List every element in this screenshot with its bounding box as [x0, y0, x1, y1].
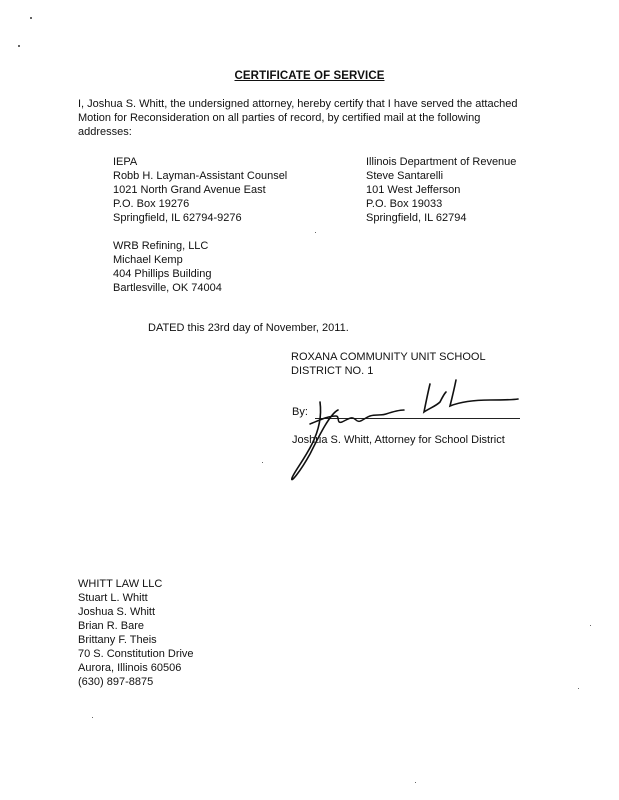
scan-speck — [30, 17, 32, 19]
firm-line: Brian R. Bare — [78, 620, 145, 632]
address-line: 404 Phillips Building — [113, 268, 212, 280]
address-line: Steve Santarelli — [366, 170, 444, 182]
dated-line: DATED this 23rd day of November, 2011. — [148, 322, 349, 334]
scan-speck — [18, 45, 20, 47]
org-line: ROXANA COMMUNITY UNIT SCHOOL — [291, 351, 486, 363]
address-line: 101 West Jefferson — [366, 184, 461, 196]
scan-speck — [315, 232, 316, 233]
handwritten-signature — [280, 372, 520, 487]
firm-line: Brittany F. Theis — [78, 634, 157, 646]
intro-paragraph: I, Joshua S. Whitt, the undersigned attorney, hereby certify that I have served the attached Motion for Reconsideration on all parties of record, by certified mail at the following addresses: — [78, 98, 518, 138]
by-label: By: — [292, 406, 308, 418]
scan-speck — [578, 688, 579, 689]
scan-speck — [92, 717, 93, 718]
address-line: Bartlesville, OK 74004 — [113, 282, 222, 294]
firm-line: Aurora, Illinois 60506 — [78, 662, 182, 674]
address-line: IEPA — [113, 156, 138, 168]
address-line: Illinois Department of Revenue — [366, 156, 517, 168]
address-line: WRB Refining, LLC — [113, 240, 209, 252]
firm-line: Stuart L. Whitt — [78, 592, 148, 604]
law-firm-block — [78, 577, 194, 689]
address-block-revenue — [366, 155, 516, 225]
firm-line: 70 S. Constitution Drive — [78, 648, 194, 660]
firm-line: (630) 897-8875 — [78, 676, 154, 688]
firm-line: WHITT LAW LLC — [78, 578, 163, 590]
address-line: Michael Kemp — [113, 254, 183, 266]
scan-speck — [262, 462, 263, 463]
address-block-wrb — [113, 239, 222, 295]
address-line: 1021 North Grand Avenue East — [113, 184, 266, 196]
firm-line: Joshua S. Whitt — [78, 606, 156, 618]
scan-speck — [415, 782, 416, 783]
signer-name: Joshua S. Whitt, Attorney for School District — [292, 434, 505, 446]
address-line: Robb H. Layman-Assistant Counsel — [113, 170, 288, 182]
scan-speck — [590, 625, 591, 626]
document-title: CERTIFICATE OF SERVICE — [234, 70, 385, 82]
address-line: P.O. Box 19276 — [113, 198, 190, 210]
address-line: Springfield, IL 62794 — [366, 212, 467, 224]
address-block-iepa — [113, 155, 287, 225]
org-line: DISTRICT NO. 1 — [291, 365, 374, 377]
address-line: P.O. Box 19033 — [366, 198, 443, 210]
address-line: Springfield, IL 62794-9276 — [113, 212, 242, 224]
